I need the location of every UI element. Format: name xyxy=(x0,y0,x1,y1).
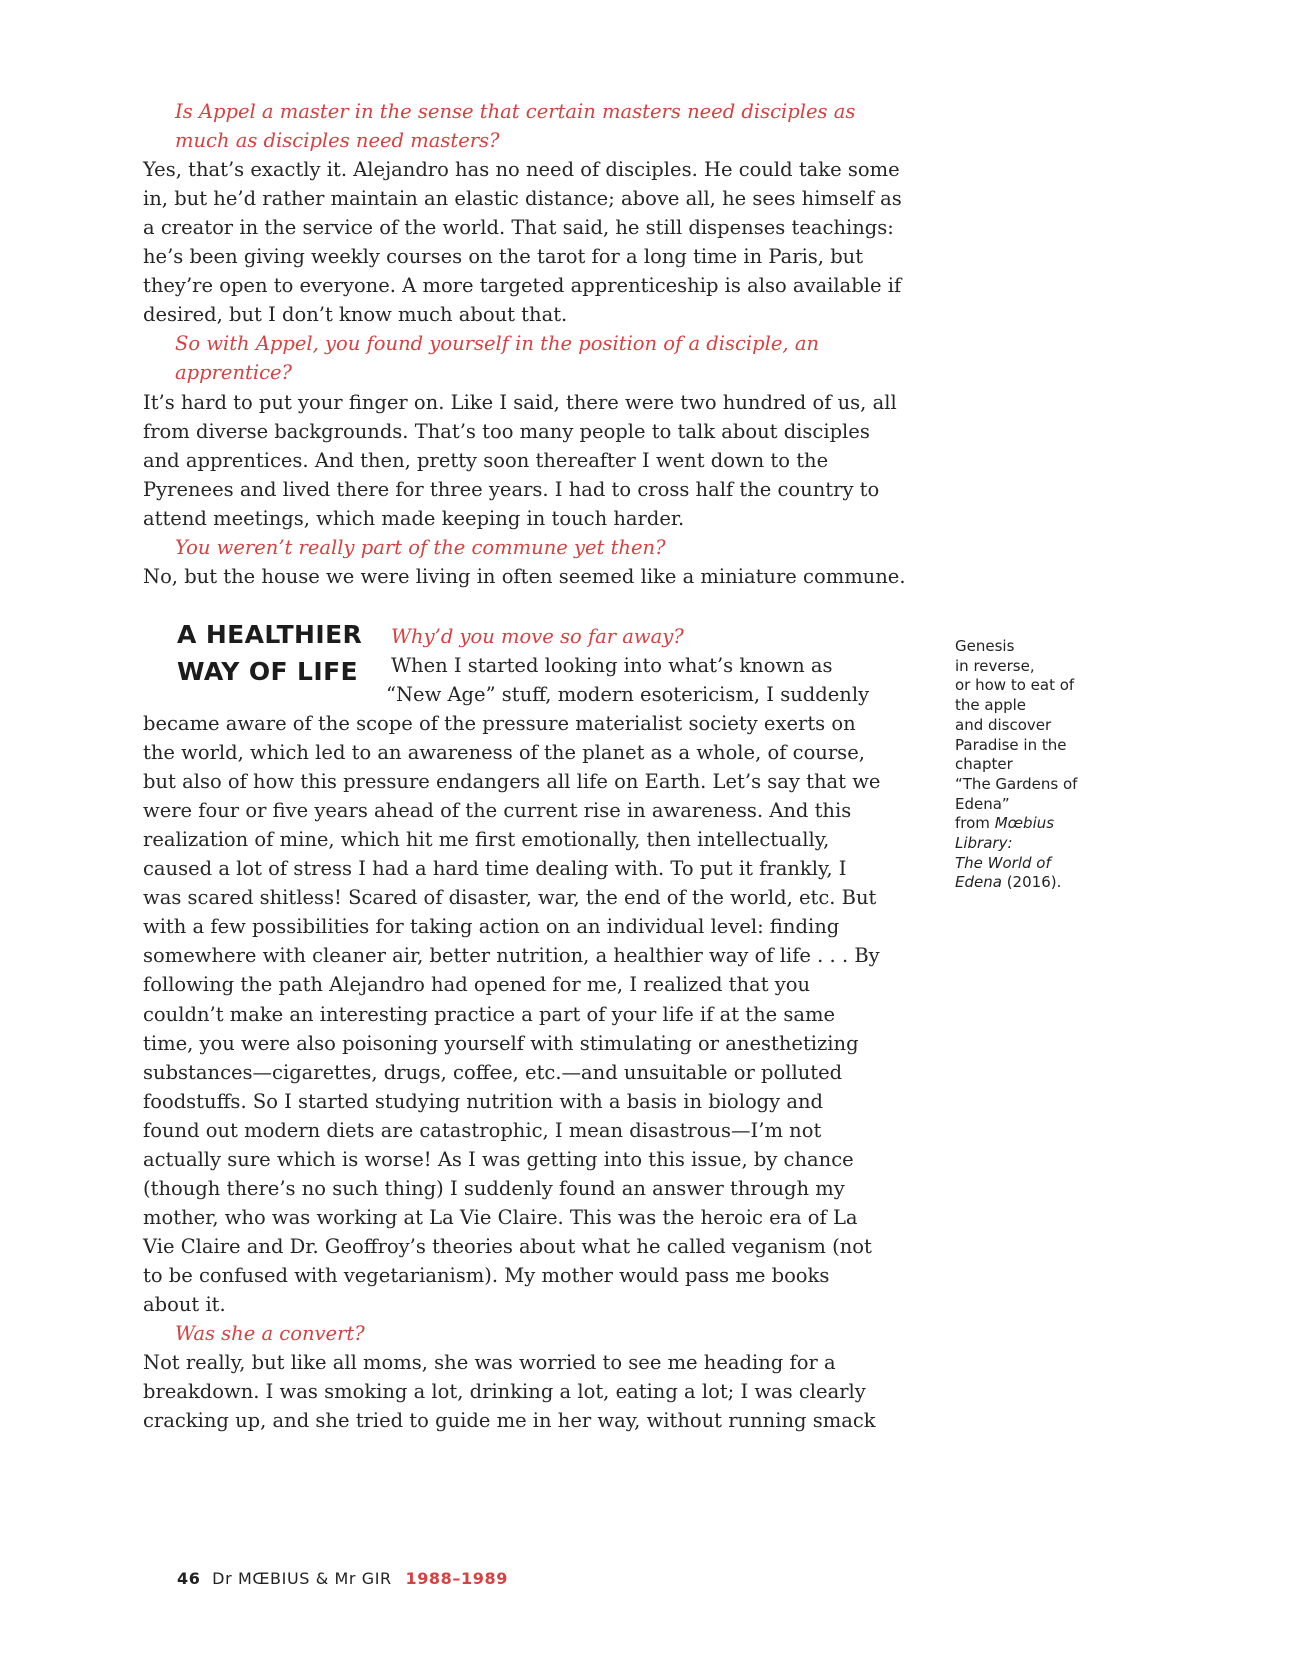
answer-text-line: in, but he’d rather maintain an elastic distance; above all, he sees himself as xyxy=(143,187,902,211)
answer-text-line: realization of mine, which hit me first emotionally, then intellectually, xyxy=(143,828,830,852)
answer-text-line: about it. xyxy=(143,1293,226,1316)
answer-text-line: It’s hard to put your finger on. Like I said, there were two hundred of us, all xyxy=(143,390,897,414)
answer-text-line: following the path Alejandro had opened for me, I realized that you xyxy=(143,973,811,997)
interviewer-question-line: much as disciples need masters? xyxy=(175,129,500,153)
answer-text-line: caused a lot of stress I had a hard time dealing with. To put it frankly, I xyxy=(143,857,847,881)
caption-line xyxy=(955,873,1135,893)
answer-text-line: time, you were also poisoning yourself with stimulating or anesthetizing xyxy=(143,1031,859,1055)
caption-line: and discover xyxy=(955,715,1052,734)
caption-line xyxy=(955,834,1135,854)
answer-text-line: substances—cigarettes, drugs, coffee, etc.—and unsuitable or polluted xyxy=(143,1060,843,1084)
answer-text-line: Not really, but like all moms, she was worried to see me heading for a xyxy=(143,1351,836,1375)
running-title: Dr MŒBIUS & Mr GIR xyxy=(212,1569,392,1588)
answer-text-line: foodstuffs. So I started studying nutrition with a basis in biology and xyxy=(143,1089,824,1113)
interviewer-question-line: Why’d you move so far away? xyxy=(391,625,684,648)
answer-text-line: (though there’s no such thing) I suddenly found an answer through my xyxy=(143,1176,845,1200)
caption-text: (2016). xyxy=(1001,873,1062,892)
page-footer xyxy=(177,1568,508,1590)
caption-italic: Edena xyxy=(955,873,1002,892)
caption-line xyxy=(955,854,1135,874)
answer-text-line: actually sure which is worse! As I was getting into this issue, by chance xyxy=(143,1147,854,1171)
answer-text-line: breakdown. I was smoking a lot, drinking a lot, eating a lot; I was clearly xyxy=(143,1380,866,1404)
answer-text-line: were four or five years ahead of the current rise in awareness. And this xyxy=(143,799,852,823)
answer-text-line: cracking up, and she tried to guide me in her way, without running smack xyxy=(143,1409,876,1433)
image-caption xyxy=(955,637,1135,893)
caption-italic: Library: xyxy=(955,834,1013,853)
caption-italic: The World of xyxy=(955,853,1051,872)
interviewer-question-line: Is Appel a master in the sense that certain masters need disciples as xyxy=(175,100,856,123)
answer-text-line: When I started looking into what’s known as xyxy=(391,654,833,678)
answer-text-line: Vie Claire and Dr. Geoffroy’s theories about what he called veganism (not xyxy=(143,1234,872,1258)
caption-line: in reverse, xyxy=(955,656,1035,675)
answer-text-line: from diverse backgrounds. That’s too many people to talk about disciples xyxy=(143,419,870,443)
answer-text-line: with a few possibilities for taking action on an individual level: finding xyxy=(143,915,840,939)
interviewer-question-line: You weren’t really part of the commune yet then? xyxy=(175,535,666,559)
interviewer-question-line: Was she a convert? xyxy=(175,1322,365,1346)
answer-text-line: found out modern diets are catastrophic, I mean disastrous—I’m not xyxy=(143,1118,822,1142)
caption-line: or how to eat of xyxy=(955,676,1075,695)
interviewer-question-line: So with Appel, you found yourself in the position of a disciple, an xyxy=(175,332,820,356)
answer-text-line: Pyrenees and lived there for three years. I had to cross half the country to xyxy=(143,477,880,501)
heading-line-1: A HEALTHIER xyxy=(177,620,363,649)
answer-text-line: couldn’t make an interesting practice a part of your life if at the same xyxy=(143,1002,836,1026)
answer-text-line: Yes, that’s exactly it. Alejandro has no need of disciples. He could take some xyxy=(143,158,900,182)
caption-line: Edena” xyxy=(955,794,1010,813)
answer-text-line: somewhere with cleaner air, better nutrition, a healthier way of life . . . By xyxy=(143,944,880,968)
running-years: 1988–1989 xyxy=(405,1569,508,1588)
interviewer-question-line: apprentice? xyxy=(175,361,292,385)
caption-line: Genesis xyxy=(955,637,1015,655)
answer-text-line: but also of how this pressure endangers all life on Earth. Let’s say that we xyxy=(143,770,881,794)
page-number: 46 xyxy=(177,1569,201,1588)
answer-text-line: attend meetings, which made keeping in touch harder. xyxy=(143,506,685,530)
caption-line: the apple xyxy=(955,696,1027,715)
answer-text-line: and apprentices. And then, pretty soon thereafter I went down to the xyxy=(143,448,829,472)
answer-text-line: “New Age” stuff, modern esotericism, I suddenly xyxy=(386,683,870,707)
answer-text-line: desired, but I don’t know much about that. xyxy=(143,303,568,327)
answer-text-line: was scared shitless! Scared of disaster, war, the end of the world, etc. But xyxy=(143,886,877,910)
answer-text-line: they’re open to everyone. A more targeted apprenticeship is also available if xyxy=(143,274,902,298)
answer-text-line: the world, which led to an awareness of the planet as a whole, of course, xyxy=(143,741,865,765)
answer-text-line: mother, who was working at La Vie Claire. This was the heroic era of La xyxy=(143,1205,858,1229)
answer-text-line: No, but the house we were living in often seemed like a miniature commune. xyxy=(143,564,906,588)
answer-text-line: he’s been giving weekly courses on the tarot for a long time in Paris, but xyxy=(143,245,864,269)
caption-line: chapter xyxy=(955,755,1013,774)
answer-text-line: became aware of the scope of the pressure materialist society exerts on xyxy=(143,712,856,735)
answer-text-line: a creator in the service of the world. That said, he still dispenses teachings: xyxy=(143,216,894,240)
heading-line-2: WAY OF LIFE xyxy=(177,657,359,686)
caption-text: from xyxy=(955,814,995,833)
answer-text-line: to be confused with vegetarianism). My mother would pass me books xyxy=(143,1263,830,1287)
caption-line: Paradise in the xyxy=(955,735,1067,754)
caption-line: “The Gardens of xyxy=(955,774,1078,793)
caption-line xyxy=(955,814,1135,834)
caption-italic: Mœbius xyxy=(994,814,1055,833)
